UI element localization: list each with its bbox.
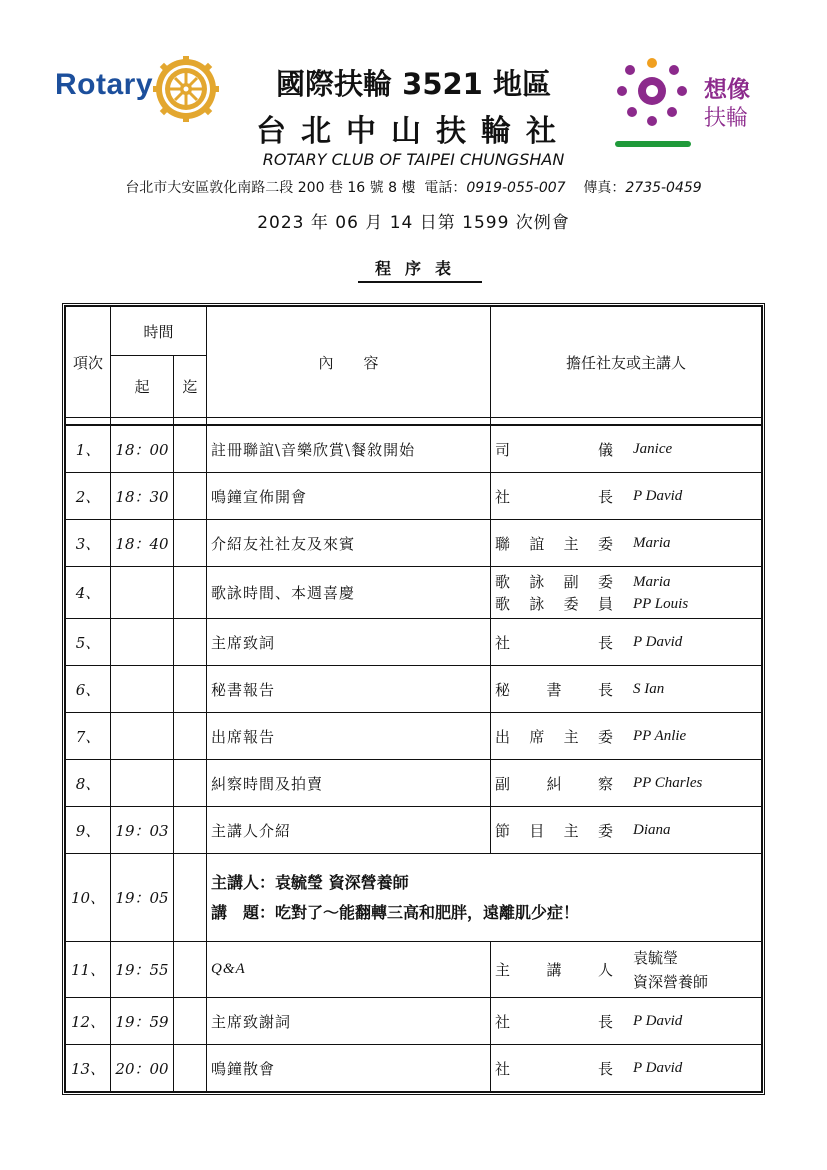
start-time <box>111 666 174 713</box>
start-time <box>111 567 174 619</box>
address: 台北市大安區敦化南路二段 200 巷 16 號 8 樓 <box>125 180 416 196</box>
header-person: 擔任社友或主講人 <box>491 307 762 418</box>
imagine-logo-line1: 想像 <box>704 77 750 103</box>
end-time <box>174 807 207 854</box>
role-char: 社 <box>495 1059 511 1078</box>
table-row <box>66 713 762 760</box>
role-line <box>491 946 761 994</box>
content-cell: 鳴鐘宣佈開會 <box>207 473 491 520</box>
role-label <box>491 486 613 507</box>
person-name: S Ian <box>633 680 665 697</box>
role-char: 聯 <box>495 534 511 553</box>
role-char: 副 <box>563 572 579 591</box>
content-cell: 主講人介紹 <box>207 807 491 854</box>
start-time: 19：55 <box>111 942 174 998</box>
meeting-line: 2023 年 06 月 14 日第 1599 次例會 <box>257 213 570 233</box>
content-cell: 出席報告 <box>207 713 491 760</box>
end-time <box>174 713 207 760</box>
role-char: 儀 <box>597 440 613 459</box>
item-number: 5、 <box>66 619 111 666</box>
fax: 2735-0459 <box>625 180 702 196</box>
table-row <box>66 520 762 567</box>
topic-line: 講 題：吃對了～能翻轉三高和肥胖，遠離肌少症！ <box>211 902 580 922</box>
speaker-line: 主講人：袁毓瑩 資深營養師 <box>211 872 409 892</box>
item-number: 11、 <box>66 942 111 998</box>
role-char: 副 <box>495 774 511 793</box>
item-number: 12、 <box>66 998 111 1045</box>
role-line <box>491 773 761 794</box>
role-char: 司 <box>495 440 511 459</box>
phone: 0919-055-007 <box>466 180 566 196</box>
role-char: 員 <box>597 594 613 613</box>
role-char: 社 <box>495 487 511 506</box>
role-line <box>491 1011 761 1032</box>
role-label <box>491 1058 613 1079</box>
role-char: 誼 <box>529 534 545 553</box>
imagine-logo-line2: 扶輪 <box>704 106 749 131</box>
role-char: 人 <box>597 961 613 979</box>
person-title: 資深營養師 <box>633 972 709 991</box>
role-line <box>491 679 761 700</box>
role-char: 書 <box>546 680 562 699</box>
content-cell: 歌詠時間、本週喜慶 <box>207 567 491 619</box>
content-cell: 主席致謝詞 <box>207 998 491 1045</box>
program-table <box>62 303 765 1095</box>
start-time <box>111 619 174 666</box>
person-cell <box>491 942 762 998</box>
role-line <box>491 820 761 841</box>
start-time <box>111 760 174 807</box>
role-line <box>491 533 761 554</box>
item-number: 8、 <box>66 760 111 807</box>
item-number: 6、 <box>66 666 111 713</box>
person-name: PP Charles <box>633 774 703 791</box>
end-time <box>174 854 207 942</box>
role-line <box>491 632 761 653</box>
role-label <box>491 773 613 794</box>
fax-label: 傳真： <box>583 180 626 196</box>
role-char: 委 <box>563 594 579 613</box>
role-line <box>491 726 761 747</box>
person-name: PP Anlie <box>633 727 687 744</box>
table-row <box>66 619 762 666</box>
role-char: 秘 <box>495 680 511 699</box>
role-char: 歌 <box>495 594 511 613</box>
person-name: Maria <box>633 573 671 590</box>
role-char: 社 <box>495 633 511 652</box>
content-cell: 主席致詞 <box>207 619 491 666</box>
start-time: 18：30 <box>111 473 174 520</box>
item-number: 1、 <box>66 426 111 473</box>
header-item: 項次 <box>66 307 111 418</box>
person-name: 袁毓瑩 <box>633 948 679 967</box>
person-name: PP Louis <box>633 595 689 612</box>
club-name: 台北中山扶輪社 <box>256 114 571 149</box>
item-number: 10、 <box>66 854 111 942</box>
table-row <box>66 942 762 998</box>
person-cell <box>491 473 762 520</box>
role-label <box>491 959 613 980</box>
role-label <box>491 679 613 700</box>
content-cell: 糾察時間及拍賣 <box>207 760 491 807</box>
end-time <box>174 520 207 567</box>
start-time: 18：40 <box>111 520 174 567</box>
role-label <box>491 632 613 653</box>
role-char: 詠 <box>529 594 545 613</box>
table-row <box>66 567 762 619</box>
item-number: 3、 <box>66 520 111 567</box>
end-time <box>174 760 207 807</box>
person-cell <box>491 807 762 854</box>
person-name: Janice <box>633 440 673 457</box>
role-char: 詠 <box>529 572 545 591</box>
role-char: 主 <box>563 534 579 553</box>
table-row <box>66 807 762 854</box>
role-char: 歌 <box>495 572 511 591</box>
address-line <box>0 177 827 197</box>
end-time <box>174 567 207 619</box>
item-number: 7、 <box>66 713 111 760</box>
header-start: 起 <box>111 356 174 418</box>
role-label <box>491 593 613 615</box>
person-cell <box>491 760 762 807</box>
club-name-en: ROTARY CLUB OF TAIPEI CHUNGSHAN <box>262 150 565 169</box>
role-char: 節 <box>495 821 511 840</box>
table-row <box>66 998 762 1045</box>
role-line <box>491 593 761 615</box>
table-row <box>66 760 762 807</box>
role-label <box>491 1011 613 1032</box>
person-cell <box>491 998 762 1045</box>
role-char: 察 <box>597 774 613 793</box>
role-char: 長 <box>597 487 613 506</box>
role-char: 委 <box>597 534 613 553</box>
role-label <box>491 571 613 593</box>
start-time <box>111 713 174 760</box>
role-char: 長 <box>597 680 613 699</box>
start-time: 19：05 <box>111 854 174 942</box>
role-line <box>491 486 761 507</box>
person-cell <box>491 619 762 666</box>
role-char: 主 <box>495 961 511 979</box>
end-time <box>174 998 207 1045</box>
start-time: 20：00 <box>111 1045 174 1092</box>
program-title: 程序表 <box>358 256 482 283</box>
item-number: 13、 <box>66 1045 111 1092</box>
phone-label: 電話： <box>424 180 467 196</box>
person-cell <box>491 567 762 619</box>
role-char: 長 <box>597 1012 613 1031</box>
role-char: 委 <box>597 821 613 840</box>
person-name: P David <box>633 487 683 504</box>
role-char: 目 <box>529 821 545 840</box>
role-label <box>491 439 613 460</box>
header-end: 迄 <box>174 356 207 418</box>
table-row <box>66 1045 762 1092</box>
content-cell: 註冊聯誼\音樂欣賞\餐敘開始 <box>207 426 491 473</box>
person-name: P David <box>633 1059 683 1076</box>
start-time: 19：59 <box>111 998 174 1045</box>
role-char: 主 <box>563 727 579 746</box>
item-number: 9、 <box>66 807 111 854</box>
role-char: 社 <box>495 1012 511 1031</box>
person-name: Maria <box>633 534 671 551</box>
content-cell: 秘書報告 <box>207 666 491 713</box>
role-label <box>491 820 613 841</box>
rotary-logo-text: Rotary <box>55 68 154 101</box>
role-char: 委 <box>597 727 613 746</box>
person-name: Diana <box>633 821 671 838</box>
role-char: 長 <box>597 633 613 652</box>
role-char: 出 <box>495 727 511 746</box>
role-char: 委 <box>597 572 613 591</box>
person-name: P David <box>633 1012 683 1029</box>
start-time: 18：00 <box>111 426 174 473</box>
role-label <box>491 726 613 747</box>
role-char: 主 <box>563 821 579 840</box>
person-cell <box>491 520 762 567</box>
role-line <box>491 571 761 593</box>
role-line <box>491 439 761 460</box>
item-number: 2、 <box>66 473 111 520</box>
end-time <box>174 666 207 713</box>
person-cell <box>491 1045 762 1092</box>
person-cell <box>491 666 762 713</box>
speaker-info <box>207 854 762 942</box>
end-time <box>174 426 207 473</box>
content-cell: 介紹友社社友及來賓 <box>207 520 491 567</box>
role-char: 糾 <box>546 774 562 793</box>
role-line <box>491 1058 761 1079</box>
role-char: 長 <box>597 1059 613 1078</box>
end-time <box>174 619 207 666</box>
content-cell: Q&A <box>207 942 491 998</box>
table-row <box>66 666 762 713</box>
role-char: 席 <box>529 727 545 746</box>
start-time: 19：03 <box>111 807 174 854</box>
header-content: 內 容 <box>207 307 491 418</box>
district-title: 國際扶輪 3521 地區 <box>276 67 551 101</box>
table-row <box>66 426 762 473</box>
item-number: 4、 <box>66 567 111 619</box>
person-cell <box>491 426 762 473</box>
role-char: 講 <box>546 961 562 979</box>
end-time <box>174 942 207 998</box>
header-time: 時間 <box>111 307 207 356</box>
table-row <box>66 854 762 942</box>
person-name: P David <box>633 633 683 650</box>
end-time <box>174 1045 207 1092</box>
end-time <box>174 473 207 520</box>
content-cell: 鳴鐘散會 <box>207 1045 491 1092</box>
role-label <box>491 533 613 554</box>
person-cell <box>491 713 762 760</box>
table-row <box>66 473 762 520</box>
person-names <box>613 946 708 994</box>
